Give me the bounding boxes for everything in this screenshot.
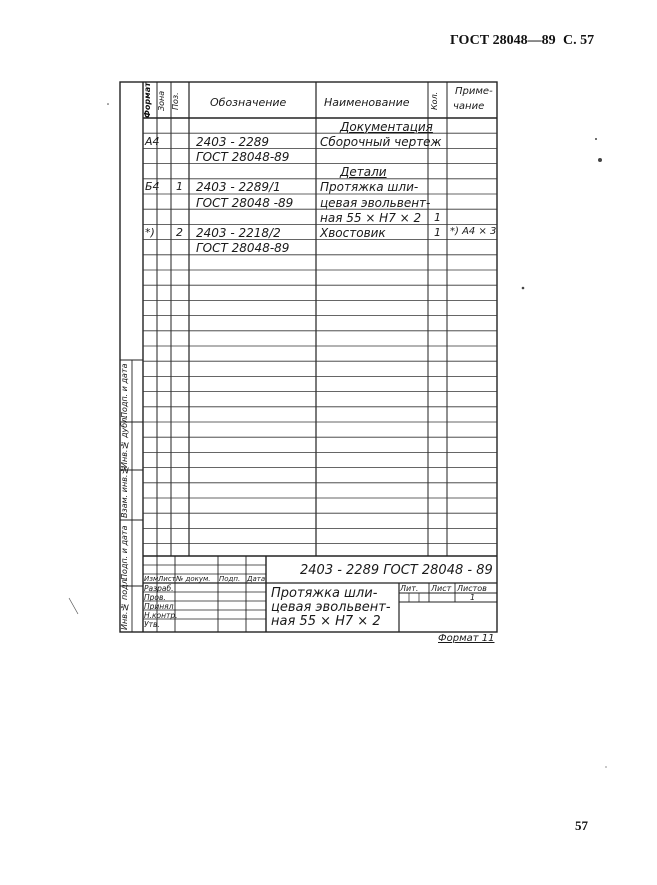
row-note: *) A4 × 3 [450, 226, 497, 237]
row-name: Протяжка шли- [320, 180, 419, 195]
title-name-line2: цевая эвольвент- [271, 600, 391, 615]
row-designation: 2403 - 2289/1 [196, 180, 281, 195]
title-sheets: Листов [457, 584, 487, 593]
row-designation: ГОСТ 28048-89 [196, 241, 290, 256]
title-role: Утв. [144, 620, 160, 629]
title-role: Пров. [144, 593, 166, 602]
title-sheet: Лист [431, 584, 452, 593]
row-format: *) [145, 226, 155, 239]
title-name-line1: Протяжка шли- [271, 586, 378, 601]
side-label-sign-date-top: Подп. и дата [120, 363, 129, 419]
row-designation: ГОСТ 28048-89 [196, 150, 290, 164]
title-lit: Лит. [400, 584, 419, 593]
header-name: Наименование [324, 96, 410, 109]
header-zone: Зона [157, 90, 166, 112]
row-format: Б4 [145, 180, 160, 194]
title-col-header: Изм. [144, 575, 161, 583]
title-name-line3: ная 55 × H7 × 2 [271, 614, 381, 629]
row-format: A4 [145, 134, 160, 148]
row-designation: 2403 - 2289 [196, 134, 270, 149]
title-role: Н.контр. [144, 611, 178, 620]
row-qty: 1 [434, 226, 441, 239]
row-name: Хвостовик [320, 226, 386, 240]
side-label-replace-inv: Взам. инв.№ [120, 465, 129, 518]
header-pos: Поз. [171, 92, 180, 110]
title-role: Разраб. [144, 584, 174, 593]
title-role: Принял [144, 602, 174, 611]
side-label-orig-inv: Инв.№ подл. [120, 576, 129, 630]
title-col-header: Подп. [219, 575, 241, 583]
header-note-line2: чание [453, 101, 485, 112]
title-designation: 2403 - 2289 ГОСТ 28048 - 89 [300, 563, 493, 578]
row-pos: 1 [176, 180, 183, 194]
side-label-sign-date-bottom: Подп. и дата [120, 525, 129, 581]
row-name: ная 55 × H7 × 2 [320, 210, 422, 225]
row-name: цевая эвольвент- [320, 195, 431, 210]
row-qty: 1 [434, 210, 441, 224]
header-designation: Обозначение [210, 96, 287, 109]
row-name: Документация [340, 119, 433, 134]
title-col-header: Лист [158, 575, 176, 583]
format-label: Формат 11 [438, 633, 495, 644]
page-header-right: С. 57 [563, 33, 595, 48]
title-col-header: Дата [247, 575, 266, 583]
row-designation: 2403 - 2218/2 [196, 226, 281, 240]
row-name: Детали [340, 165, 387, 180]
page-header-left: ГОСТ 28048—89 [450, 33, 556, 48]
row-name: Сборочный чертеж [320, 134, 442, 149]
header-qty: Кол. [430, 91, 439, 111]
side-label-dup-inv: Инв.№ дубл. [120, 415, 129, 468]
header-format: Формат [143, 82, 152, 118]
header-note-line1: Приме- [455, 86, 493, 97]
title-col-header: № докум. [176, 575, 211, 583]
row-pos: 2 [176, 226, 183, 239]
title-sheets-value: 1 [470, 593, 476, 602]
row-designation: ГОСТ 28048 -89 [196, 195, 294, 210]
page-number: 57 [575, 818, 588, 833]
